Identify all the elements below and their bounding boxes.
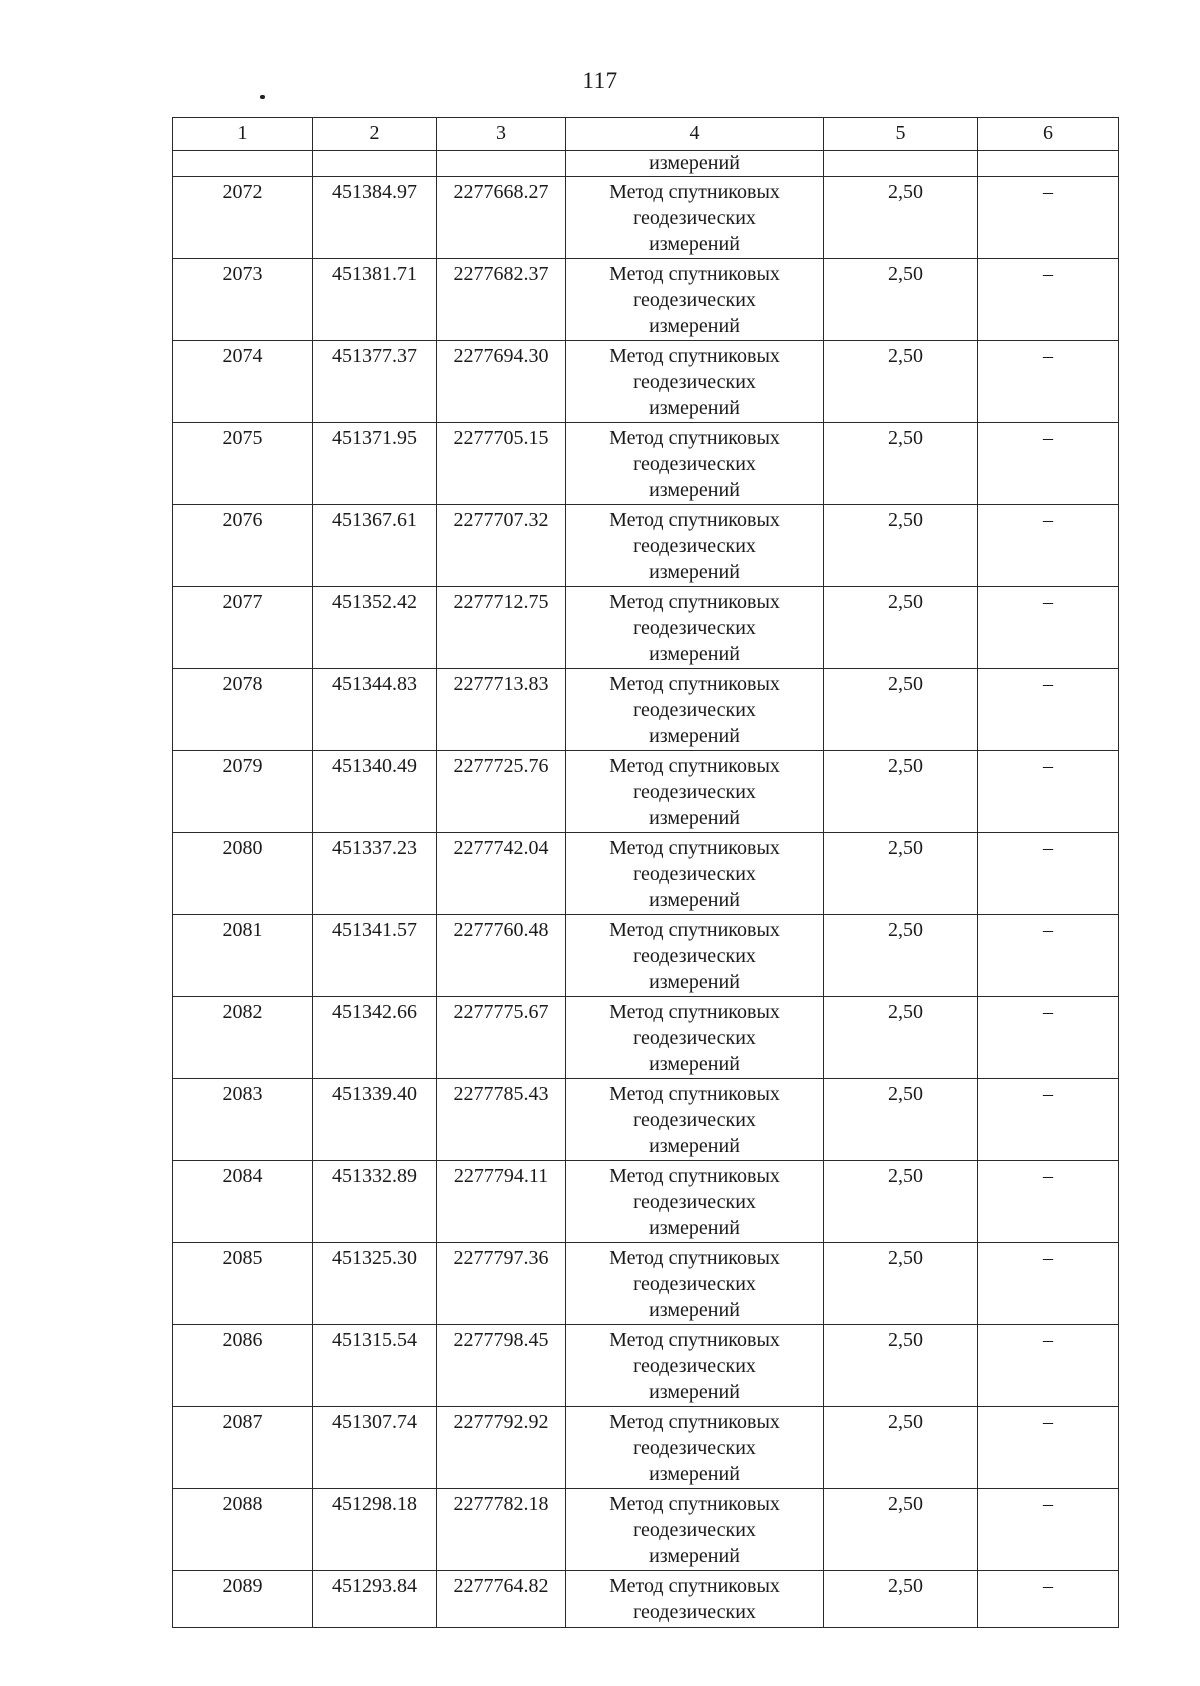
method-line: измерений [649, 1381, 740, 1403]
table-row [173, 177, 1119, 259]
accuracy-cell: 2,50 [824, 751, 978, 833]
x-coordinate-cell: 451352.42 [313, 587, 437, 669]
method-line: геодезических [633, 1355, 756, 1377]
method-line: геодезических [633, 371, 756, 393]
method-line: измерений [649, 643, 740, 665]
method-cell [566, 423, 824, 505]
point-number-cell: 2078 [173, 669, 313, 751]
method-cell [566, 587, 824, 669]
y-coordinate-cell: 2277712.75 [437, 587, 566, 669]
method-line: измерений [649, 1463, 740, 1485]
empty-cell [313, 151, 437, 177]
note-cell: – [978, 751, 1119, 833]
method-cell [566, 1243, 824, 1325]
point-number-cell: 2085 [173, 1243, 313, 1325]
y-coordinate-cell: 2277794.11 [437, 1161, 566, 1243]
method-line: Метод спутниковых [609, 1411, 780, 1433]
point-number-cell: 2077 [173, 587, 313, 669]
column-header: 3 [437, 118, 566, 151]
method-line: Метод спутниковых [609, 1575, 780, 1597]
method-line: геодезических [633, 699, 756, 721]
column-number-row [173, 118, 1119, 151]
method-line: геодезических [633, 781, 756, 803]
method-cell [566, 1325, 824, 1407]
y-coordinate-cell: 2277792.92 [437, 1407, 566, 1489]
column-header: 2 [313, 118, 437, 151]
method-line: измерений [649, 315, 740, 337]
x-coordinate-cell: 451367.61 [313, 505, 437, 587]
point-number-cell: 2076 [173, 505, 313, 587]
table-row [173, 915, 1119, 997]
note-cell: – [978, 1407, 1119, 1489]
method-cell [566, 1489, 824, 1571]
method-line: измерений [649, 1299, 740, 1321]
note-cell: – [978, 997, 1119, 1079]
note-cell: – [978, 1571, 1119, 1628]
method-line: измерений [649, 971, 740, 993]
table-row [173, 1571, 1119, 1628]
note-cell: – [978, 341, 1119, 423]
method-line: Метод спутниковых [609, 1247, 780, 1269]
accuracy-cell: 2,50 [824, 1079, 978, 1161]
method-line: измерений [649, 479, 740, 501]
continuation-text: измерений [566, 151, 824, 177]
method-line: Метод спутниковых [609, 591, 780, 613]
y-coordinate-cell: 2277682.37 [437, 259, 566, 341]
method-line: геодезических [633, 945, 756, 967]
table-row [173, 1161, 1119, 1243]
table-row [173, 1407, 1119, 1489]
method-line: измерений [649, 561, 740, 583]
method-line: Метод спутниковых [609, 755, 780, 777]
point-number-cell: 2074 [173, 341, 313, 423]
method-line: Метод спутниковых [609, 1493, 780, 1515]
accuracy-cell: 2,50 [824, 833, 978, 915]
x-coordinate-cell: 451342.66 [313, 997, 437, 1079]
method-cell [566, 915, 824, 997]
method-line: геодезических [633, 453, 756, 475]
accuracy-cell: 2,50 [824, 1571, 978, 1628]
method-line: измерений [649, 725, 740, 747]
x-coordinate-cell: 451340.49 [313, 751, 437, 833]
point-number-cell: 2089 [173, 1571, 313, 1628]
x-coordinate-cell: 451384.97 [313, 177, 437, 259]
point-number-cell: 2086 [173, 1325, 313, 1407]
method-cell [566, 997, 824, 1079]
method-line: геодезических [633, 1191, 756, 1213]
method-line: геодезических [633, 863, 756, 885]
x-coordinate-cell: 451298.18 [313, 1489, 437, 1571]
point-number-cell: 2072 [173, 177, 313, 259]
table-row [173, 505, 1119, 587]
table-row [173, 341, 1119, 423]
x-coordinate-cell: 451307.74 [313, 1407, 437, 1489]
column-header: 1 [173, 118, 313, 151]
method-cell [566, 177, 824, 259]
y-coordinate-cell: 2277764.82 [437, 1571, 566, 1628]
method-line: измерений [649, 1545, 740, 1567]
y-coordinate-cell: 2277797.36 [437, 1243, 566, 1325]
x-coordinate-cell: 451377.37 [313, 341, 437, 423]
method-cell [566, 1161, 824, 1243]
accuracy-cell: 2,50 [824, 1161, 978, 1243]
table-row [173, 751, 1119, 833]
method-line: геодезических [633, 1027, 756, 1049]
method-line: измерений [649, 1053, 740, 1075]
method-cell [566, 259, 824, 341]
method-line: Метод спутниковых [609, 1329, 780, 1351]
method-line: геодезических [633, 289, 756, 311]
method-line: измерений [649, 1135, 740, 1157]
method-line: Метод спутниковых [609, 837, 780, 859]
empty-cell [824, 151, 978, 177]
note-cell: – [978, 423, 1119, 505]
method-line: геодезических [633, 1109, 756, 1131]
coordinates-table [172, 117, 1119, 1628]
column-header: 6 [978, 118, 1119, 151]
accuracy-cell: 2,50 [824, 1325, 978, 1407]
x-coordinate-cell: 451339.40 [313, 1079, 437, 1161]
method-line: геодезических [633, 1273, 756, 1295]
method-line: измерений [649, 397, 740, 419]
accuracy-cell: 2,50 [824, 505, 978, 587]
method-line: Метод спутниковых [609, 919, 780, 941]
table-row [173, 669, 1119, 751]
y-coordinate-cell: 2277760.48 [437, 915, 566, 997]
accuracy-cell: 2,50 [824, 669, 978, 751]
point-number-cell: 2075 [173, 423, 313, 505]
method-line: Метод спутниковых [609, 1165, 780, 1187]
note-cell: – [978, 915, 1119, 997]
y-coordinate-cell: 2277694.30 [437, 341, 566, 423]
method-line: геодезических [633, 1519, 756, 1541]
note-cell: – [978, 587, 1119, 669]
point-number-cell: 2080 [173, 833, 313, 915]
method-line: геодезических [633, 535, 756, 557]
note-cell: – [978, 177, 1119, 259]
point-number-cell: 2079 [173, 751, 313, 833]
y-coordinate-cell: 2277742.04 [437, 833, 566, 915]
method-cell [566, 751, 824, 833]
y-coordinate-cell: 2277782.18 [437, 1489, 566, 1571]
x-coordinate-cell: 451341.57 [313, 915, 437, 997]
note-cell: – [978, 669, 1119, 751]
table-row [173, 423, 1119, 505]
table-row [173, 997, 1119, 1079]
method-line: Метод спутниковых [609, 1083, 780, 1105]
method-line: Метод спутниковых [609, 1001, 780, 1023]
method-line: Метод спутниковых [609, 509, 780, 531]
note-cell: – [978, 505, 1119, 587]
accuracy-cell: 2,50 [824, 997, 978, 1079]
empty-cell [173, 151, 313, 177]
method-cell [566, 505, 824, 587]
table-row [173, 1489, 1119, 1571]
method-line: Метод спутниковых [609, 345, 780, 367]
y-coordinate-cell: 2277725.76 [437, 751, 566, 833]
x-coordinate-cell: 451332.89 [313, 1161, 437, 1243]
method-line: измерений [649, 233, 740, 255]
table-row [173, 587, 1119, 669]
accuracy-cell: 2,50 [824, 423, 978, 505]
y-coordinate-cell: 2277713.83 [437, 669, 566, 751]
x-coordinate-cell: 451344.83 [313, 669, 437, 751]
table-row [173, 1079, 1119, 1161]
point-number-cell: 2084 [173, 1161, 313, 1243]
method-line: Метод спутниковых [609, 263, 780, 285]
method-line: измерений [649, 807, 740, 829]
accuracy-cell: 2,50 [824, 587, 978, 669]
accuracy-cell: 2,50 [824, 177, 978, 259]
point-number-cell: 2088 [173, 1489, 313, 1571]
accuracy-cell: 2,50 [824, 1243, 978, 1325]
y-coordinate-cell: 2277668.27 [437, 177, 566, 259]
point-number-cell: 2083 [173, 1079, 313, 1161]
note-cell: – [978, 259, 1119, 341]
table-row [173, 1243, 1119, 1325]
note-cell: – [978, 1079, 1119, 1161]
method-line: Метод спутниковых [609, 181, 780, 203]
page-number: 117 [582, 68, 618, 93]
empty-cell [978, 151, 1119, 177]
method-line: Метод спутниковых [609, 427, 780, 449]
note-cell: – [978, 1243, 1119, 1325]
table-row [173, 1325, 1119, 1407]
x-coordinate-cell: 451293.84 [313, 1571, 437, 1628]
note-cell: – [978, 833, 1119, 915]
point-number-cell: 2082 [173, 997, 313, 1079]
method-line: геодезических [633, 207, 756, 229]
x-coordinate-cell: 451371.95 [313, 423, 437, 505]
method-cell [566, 1407, 824, 1489]
note-cell: – [978, 1161, 1119, 1243]
continuation-row [173, 151, 1119, 177]
method-line: геодезических [633, 1437, 756, 1459]
y-coordinate-cell: 2277707.32 [437, 505, 566, 587]
method-line: измерений [649, 1217, 740, 1239]
accuracy-cell: 2,50 [824, 915, 978, 997]
empty-cell [437, 151, 566, 177]
x-coordinate-cell: 451325.30 [313, 1243, 437, 1325]
accuracy-cell: 2,50 [824, 1489, 978, 1571]
method-line: геодезических [633, 617, 756, 639]
note-cell: – [978, 1325, 1119, 1407]
method-line: измерений [649, 889, 740, 911]
note-cell: – [978, 1489, 1119, 1571]
method-cell [566, 341, 824, 423]
method-cell [566, 1079, 824, 1161]
x-coordinate-cell: 451337.23 [313, 833, 437, 915]
x-coordinate-cell: 451315.54 [313, 1325, 437, 1407]
scan-artifact-dot [260, 95, 265, 99]
y-coordinate-cell: 2277775.67 [437, 997, 566, 1079]
table-body [173, 118, 1119, 1628]
method-cell [566, 833, 824, 915]
point-number-cell: 2087 [173, 1407, 313, 1489]
accuracy-cell: 2,50 [824, 341, 978, 423]
accuracy-cell: 2,50 [824, 259, 978, 341]
y-coordinate-cell: 2277785.43 [437, 1079, 566, 1161]
method-line: Метод спутниковых [609, 673, 780, 695]
column-header: 4 [566, 118, 824, 151]
table-row [173, 259, 1119, 341]
method-cell [566, 669, 824, 751]
method-line: геодезических [633, 1601, 756, 1623]
accuracy-cell: 2,50 [824, 1407, 978, 1489]
y-coordinate-cell: 2277705.15 [437, 423, 566, 505]
y-coordinate-cell: 2277798.45 [437, 1325, 566, 1407]
point-number-cell: 2081 [173, 915, 313, 997]
table-row [173, 833, 1119, 915]
column-header: 5 [824, 118, 978, 151]
point-number-cell: 2073 [173, 259, 313, 341]
method-cell [566, 1571, 824, 1628]
x-coordinate-cell: 451381.71 [313, 259, 437, 341]
